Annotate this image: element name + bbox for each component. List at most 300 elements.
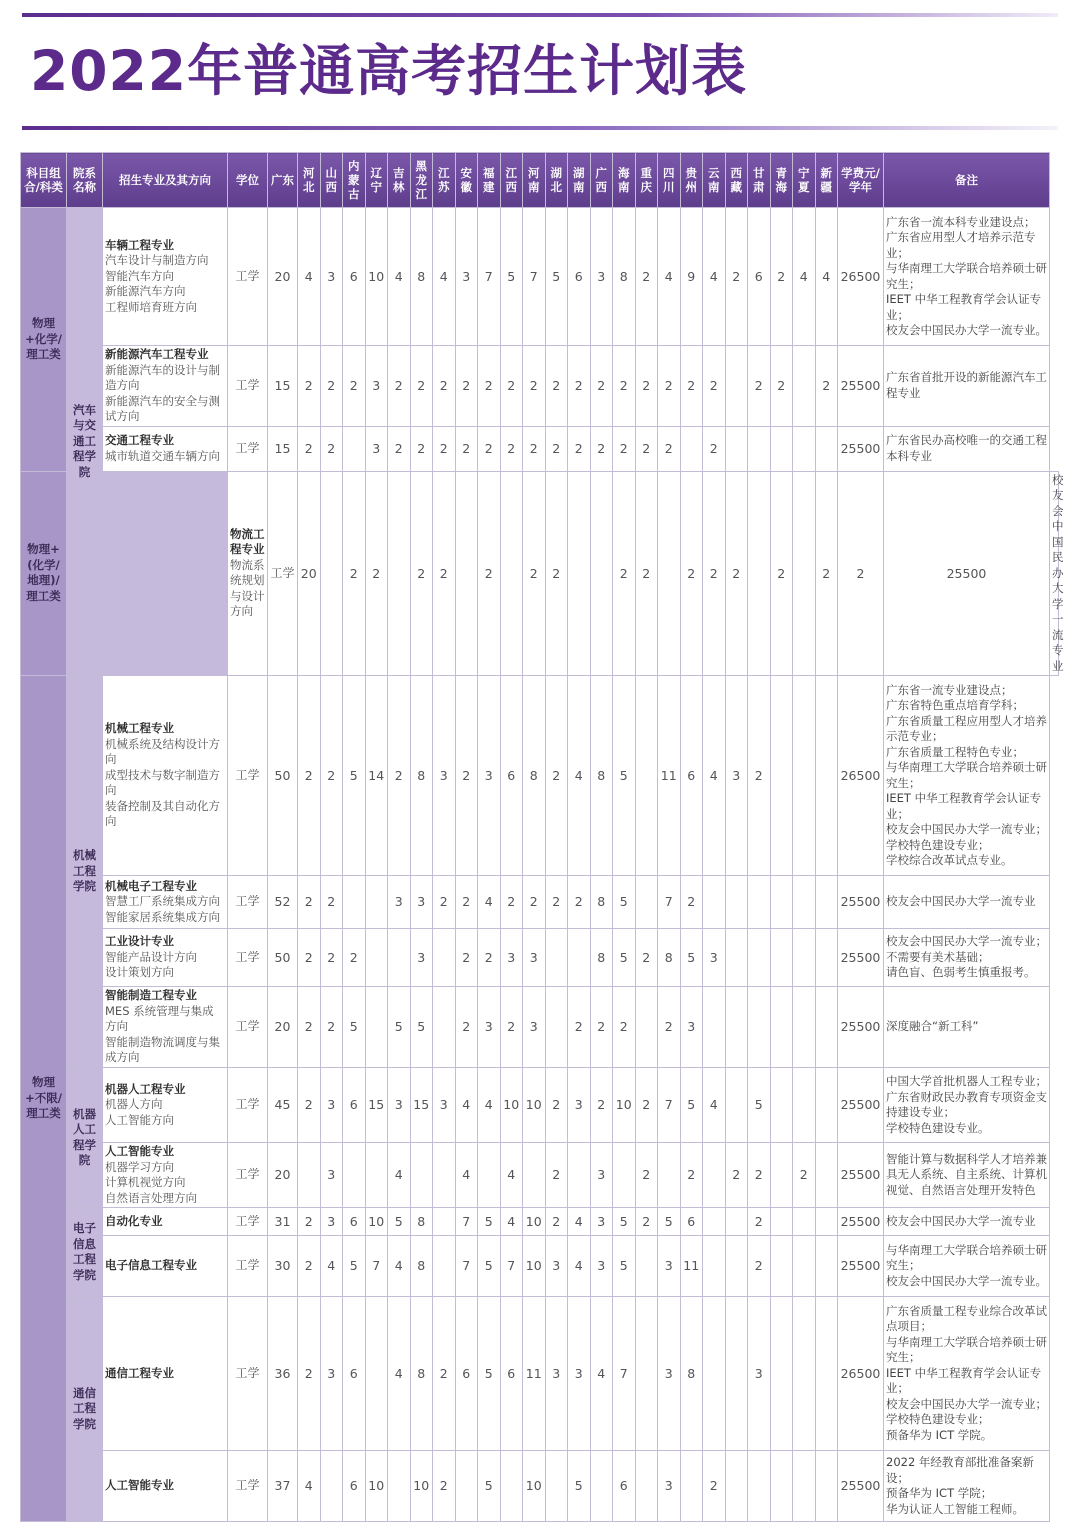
quota-cell: 2 <box>545 471 568 676</box>
note-line: 广东省质量工程应用型人才培养示范专业； <box>886 713 1047 743</box>
quota-cell: 2 <box>410 346 433 427</box>
quota-cell: 3 <box>545 1297 568 1451</box>
quota-cell: 2 <box>343 471 366 676</box>
degree-cell: 工学 <box>228 346 268 427</box>
quota-cell: 3 <box>365 346 388 427</box>
degree-cell: 工学 <box>228 1297 268 1451</box>
quota-cell <box>635 987 658 1068</box>
major-direction: 人工智能方向 <box>105 1112 174 1127</box>
header-province: 安徽 <box>455 153 478 208</box>
quota-cell <box>815 1297 838 1451</box>
quota-cell: 8 <box>410 676 433 876</box>
quota-cell: 8 <box>410 1236 433 1297</box>
quota-cell: 6 <box>680 1208 703 1236</box>
quota-cell: 3 <box>568 1297 591 1451</box>
major-direction: 自然语言处理方向 <box>105 1190 197 1205</box>
quota-cell: 20 <box>268 987 298 1068</box>
degree-cell: 工学 <box>228 676 268 876</box>
quota-cell <box>590 471 613 676</box>
degree-cell: 工学 <box>228 929 268 987</box>
quota-cell: 2 <box>545 876 568 929</box>
quota-cell <box>725 876 748 929</box>
quota-cell: 8 <box>613 208 636 346</box>
note-line: 广东省一流专业建设点； <box>886 682 1013 697</box>
quota-cell: 2 <box>680 876 703 929</box>
quota-cell: 3 <box>703 929 726 987</box>
quota-cell: 4 <box>388 1236 411 1297</box>
note-line: 与华南理工大学联合培养硕士研究生； <box>886 261 1047 291</box>
quota-cell: 4 <box>455 1068 478 1143</box>
quota-cell: 3 <box>455 208 478 346</box>
quota-cell: 2 <box>635 929 658 987</box>
major-cell <box>103 676 228 876</box>
quota-cell: 5 <box>680 1068 703 1143</box>
quota-cell <box>815 876 838 929</box>
note-line: 校友会中国民办大学一流专业； <box>886 934 1047 949</box>
quota-cell <box>433 929 456 987</box>
quota-cell: 4 <box>298 1451 321 1522</box>
quota-cell: 6 <box>500 1297 523 1451</box>
quota-cell: 15 <box>268 346 298 427</box>
quota-cell: 2 <box>680 346 703 427</box>
quota-cell: 3 <box>658 1451 681 1522</box>
quota-cell: 2 <box>388 346 411 427</box>
note-line: 不需要有美术基础； <box>886 949 990 964</box>
quota-cell: 2 <box>658 426 681 471</box>
quota-cell: 2 <box>545 1143 568 1208</box>
quota-cell <box>658 471 681 676</box>
note-line: 学校综合改革试点专业。 <box>886 853 1013 867</box>
note-line: 广东省民办高校唯一的交通工程本科专业 <box>886 433 1047 463</box>
quota-cell: 7 <box>455 1208 478 1236</box>
quota-cell: 36 <box>268 1297 298 1451</box>
quota-cell: 10 <box>523 1451 546 1522</box>
fee-cell: 26500 <box>838 676 884 876</box>
major-cell <box>228 471 268 676</box>
note-cell <box>884 1208 1050 1236</box>
quota-cell: 2 <box>568 426 591 471</box>
major-name: 通信工程专业 <box>105 1365 174 1380</box>
quota-cell <box>365 1143 388 1208</box>
note-line: 预备华为 ICT 学院； <box>886 1486 993 1500</box>
header-province: 吉林 <box>388 153 411 208</box>
quota-cell <box>320 1451 343 1522</box>
quota-cell <box>815 1208 838 1236</box>
major-direction: 智慧工厂系统集成方向 <box>105 894 220 909</box>
quota-cell: 5 <box>343 676 366 876</box>
quota-cell: 3 <box>590 208 613 346</box>
quota-cell: 2 <box>793 1143 816 1208</box>
quota-cell: 2 <box>815 346 838 427</box>
major-direction: 机器学习方向 <box>105 1159 174 1174</box>
quota-cell: 2 <box>523 876 546 929</box>
quota-cell: 2 <box>658 346 681 427</box>
major-direction: 设计策划方向 <box>105 965 174 980</box>
quota-cell: 2 <box>455 987 478 1068</box>
header-subject: 科目组合/科类 <box>21 153 67 208</box>
quota-cell <box>793 1068 816 1143</box>
quota-cell: 2 <box>298 987 321 1068</box>
quota-cell: 2 <box>523 346 546 427</box>
note-cell <box>884 1297 1050 1451</box>
quota-cell: 3 <box>478 987 501 1068</box>
quota-cell: 2 <box>388 676 411 876</box>
quota-cell: 4 <box>320 1236 343 1297</box>
top-divider <box>22 13 1058 17</box>
quota-cell: 2 <box>613 471 636 676</box>
major-cell <box>103 1297 228 1451</box>
quota-cell: 2 <box>500 987 523 1068</box>
quota-cell: 2 <box>748 676 771 876</box>
quota-cell <box>703 987 726 1068</box>
header-province: 江苏 <box>433 153 456 208</box>
quota-cell: 11 <box>680 1236 703 1297</box>
quota-cell: 2 <box>613 987 636 1068</box>
quota-cell <box>433 987 456 1068</box>
quota-cell: 4 <box>568 676 591 876</box>
degree-cell: 工学 <box>228 1208 268 1236</box>
fee-cell: 25500 <box>884 471 1050 676</box>
quota-cell: 5 <box>343 987 366 1068</box>
table-row <box>21 471 1059 676</box>
quota-cell <box>433 1208 456 1236</box>
quota-cell: 5 <box>613 1208 636 1236</box>
subject-group-cell: 物理+(化学/地理)/理工类 <box>21 471 67 676</box>
quota-cell <box>748 876 771 929</box>
quota-cell: 2 <box>298 1236 321 1297</box>
note-cell <box>884 676 1050 876</box>
degree-cell: 工学 <box>228 1451 268 1522</box>
quota-cell: 7 <box>455 1236 478 1297</box>
major-name: 物流工程专业 <box>230 526 265 557</box>
quota-cell: 2 <box>703 426 726 471</box>
major-name: 电子信息工程专业 <box>105 1258 197 1273</box>
quota-cell: 31 <box>268 1208 298 1236</box>
quota-cell <box>793 676 816 876</box>
quota-cell <box>613 1143 636 1208</box>
subject-group-cell: 物理+化学/理工类 <box>21 208 67 472</box>
header-college: 院系名称 <box>67 153 103 208</box>
quota-cell <box>793 876 816 929</box>
quota-cell: 2 <box>298 1297 321 1451</box>
fee-cell: 25500 <box>838 987 884 1068</box>
note-line: IEET 中华工程教育学会认证专业； <box>886 1365 1042 1396</box>
major-direction: 新能源汽车的设计与制造方向 <box>105 362 220 392</box>
quota-cell: 2 <box>298 346 321 427</box>
quota-cell: 8 <box>410 208 433 346</box>
quota-cell <box>568 929 591 987</box>
quota-cell: 2 <box>568 346 591 427</box>
quota-cell <box>770 987 793 1068</box>
quota-cell <box>725 987 748 1068</box>
quota-cell: 6 <box>343 1451 366 1522</box>
quota-cell: 2 <box>770 208 793 346</box>
note-line: IEET 中华工程教育学会认证专业； <box>886 292 1042 322</box>
quota-cell: 6 <box>680 676 703 876</box>
table-row <box>21 1236 1059 1297</box>
major-cell <box>103 208 228 346</box>
quota-cell: 2 <box>320 676 343 876</box>
quota-cell: 2 <box>500 876 523 929</box>
quota-cell: 2 <box>298 929 321 987</box>
quota-cell: 2 <box>433 1297 456 1451</box>
note-line: 深度融合“新工科” <box>886 1019 979 1034</box>
quota-cell <box>658 1143 681 1208</box>
quota-cell: 3 <box>388 1068 411 1143</box>
note-line: 与华南理工大学联合培养硕士研究生； <box>886 1242 1047 1273</box>
quota-cell: 6 <box>343 1297 366 1451</box>
quota-cell: 10 <box>523 1068 546 1143</box>
quota-cell: 5 <box>343 1236 366 1297</box>
college-cell: 机械工程学院 <box>67 676 103 1068</box>
major-name: 车辆工程专业 <box>105 237 174 252</box>
header-province: 湖北 <box>545 153 568 208</box>
degree-cell: 工学 <box>268 471 298 676</box>
quota-cell <box>343 1143 366 1208</box>
quota-cell: 2 <box>298 676 321 876</box>
quota-cell: 4 <box>568 1236 591 1297</box>
quota-cell: 3 <box>590 1208 613 1236</box>
quota-cell: 5 <box>478 1208 501 1236</box>
header-province: 宁夏 <box>793 153 816 208</box>
quota-cell <box>568 471 591 676</box>
major-name: 人工智能专业 <box>105 1478 174 1493</box>
quota-cell <box>770 676 793 876</box>
quota-cell: 2 <box>590 346 613 427</box>
quota-cell <box>770 1236 793 1297</box>
quota-cell <box>770 426 793 471</box>
quota-cell: 7 <box>658 1068 681 1143</box>
quota-cell <box>298 1143 321 1208</box>
header-province: 广东 <box>268 153 298 208</box>
quota-cell: 2 <box>320 426 343 471</box>
quota-cell <box>635 1451 658 1522</box>
quota-cell: 8 <box>590 676 613 876</box>
quota-cell <box>478 1143 501 1208</box>
note-cell <box>884 208 1050 346</box>
quota-cell: 3 <box>725 676 748 876</box>
quota-cell: 2 <box>590 426 613 471</box>
header-province: 甘肃 <box>748 153 771 208</box>
quota-cell: 3 <box>500 929 523 987</box>
note-line: 广东省特色重点培育学科； <box>886 698 1024 712</box>
major-name: 机械电子工程专业 <box>105 878 197 893</box>
quota-cell <box>455 1451 478 1522</box>
note-line: 学校特色建设专业。 <box>886 1120 990 1135</box>
quota-cell <box>725 929 748 987</box>
quota-cell: 8 <box>410 1208 433 1236</box>
quota-cell: 10 <box>613 1068 636 1143</box>
note-line: 广东省一流本科专业建设点； <box>886 214 1036 229</box>
major-name: 交通工程专业 <box>105 433 174 447</box>
quota-cell: 2 <box>725 208 748 346</box>
quota-cell: 15 <box>268 426 298 471</box>
quota-cell <box>500 1451 523 1522</box>
quota-cell: 2 <box>635 471 658 676</box>
note-line: 广东省财政民办教育专项资金支持建设专业； <box>886 1089 1047 1119</box>
quota-cell <box>815 929 838 987</box>
quota-cell: 2 <box>433 426 456 471</box>
quota-cell: 9 <box>680 208 703 346</box>
quota-cell: 2 <box>388 426 411 471</box>
table-row <box>21 1297 1059 1451</box>
fee-cell: 25500 <box>838 929 884 987</box>
quota-cell: 4 <box>590 1297 613 1451</box>
fee-cell: 26500 <box>838 1297 884 1451</box>
quota-cell: 14 <box>365 676 388 876</box>
quota-cell: 45 <box>268 1068 298 1143</box>
quota-cell <box>365 876 388 929</box>
quota-cell: 2 <box>320 987 343 1068</box>
header-province: 江西 <box>500 153 523 208</box>
quota-cell: 2 <box>703 471 726 676</box>
major-cell <box>103 1451 228 1522</box>
major-direction: 新能源汽车方向 <box>105 284 186 299</box>
note-cell <box>1050 471 1064 676</box>
quota-cell <box>725 1068 748 1143</box>
quota-cell: 5 <box>613 929 636 987</box>
major-direction: 汽车设计与制造方向 <box>105 253 209 268</box>
quota-cell: 3 <box>658 1236 681 1297</box>
quota-cell: 4 <box>500 1143 523 1208</box>
quota-cell: 2 <box>320 876 343 929</box>
header-province: 四川 <box>658 153 681 208</box>
quota-cell: 3 <box>748 1297 771 1451</box>
quota-cell: 2 <box>343 346 366 427</box>
quota-cell: 2 <box>725 1143 748 1208</box>
quota-cell: 2 <box>680 1143 703 1208</box>
quota-cell: 6 <box>500 676 523 876</box>
quota-cell <box>388 929 411 987</box>
quota-cell: 2 <box>545 426 568 471</box>
college-cell: 汽车与交通工程学院 <box>67 208 103 676</box>
quota-cell: 3 <box>523 987 546 1068</box>
quota-cell: 4 <box>388 1297 411 1451</box>
quota-cell: 4 <box>568 1208 591 1236</box>
header-province: 内蒙古 <box>343 153 366 208</box>
quota-cell: 2 <box>590 1068 613 1143</box>
major-name: 人工智能专业 <box>105 1144 174 1158</box>
quota-cell: 5 <box>388 1208 411 1236</box>
table-row <box>21 929 1059 987</box>
quota-cell: 2 <box>455 676 478 876</box>
quota-cell: 8 <box>680 1297 703 1451</box>
note-line: 校友会中国民办大学一流专业； <box>886 1396 1047 1411</box>
note-line: 广东省质量工程特色专业； <box>886 744 1024 759</box>
quota-cell: 2 <box>320 929 343 987</box>
quota-cell: 15 <box>410 1068 433 1143</box>
quota-cell: 2 <box>365 471 388 676</box>
note-line: 学校特色建设专业； <box>886 837 990 852</box>
header-degree: 学位 <box>228 153 268 208</box>
quota-cell: 3 <box>433 676 456 876</box>
header-province: 辽宁 <box>365 153 388 208</box>
quota-cell: 5 <box>680 929 703 987</box>
quota-cell: 3 <box>433 1068 456 1143</box>
quota-cell <box>725 1236 748 1297</box>
fee-cell: 25500 <box>838 346 884 427</box>
quota-cell: 6 <box>748 208 771 346</box>
header-province: 河南 <box>523 153 546 208</box>
quota-cell: 2 <box>523 471 546 676</box>
note-line: 请色盲、色弱考生慎重报考。 <box>886 965 1036 980</box>
note-line: 广东省应用型人才培养示范专业； <box>886 230 1036 260</box>
note-cell <box>884 1068 1050 1143</box>
quota-cell <box>410 1143 433 1208</box>
quota-cell: 5 <box>478 1297 501 1451</box>
quota-cell: 2 <box>478 929 501 987</box>
quota-cell: 2 <box>635 208 658 346</box>
quota-cell: 2 <box>410 471 433 676</box>
major-cell <box>103 346 228 427</box>
degree-cell: 工学 <box>228 1236 268 1297</box>
major-direction: 智能制造物流调度与集成方向 <box>105 1034 220 1065</box>
note-line: 校友会中国民办大学一流专业 <box>886 894 1036 909</box>
fee-cell: 25500 <box>838 1236 884 1297</box>
quota-cell <box>635 676 658 876</box>
quota-cell: 2 <box>635 426 658 471</box>
fee-cell: 25500 <box>838 1451 884 1522</box>
degree-cell: 工学 <box>228 1143 268 1208</box>
quota-cell <box>815 1451 838 1522</box>
quota-cell <box>793 1451 816 1522</box>
quota-cell: 3 <box>478 676 501 876</box>
quota-cell: 4 <box>298 208 321 346</box>
quota-cell <box>793 929 816 987</box>
major-cell <box>103 876 228 929</box>
quota-cell <box>770 1208 793 1236</box>
header-province: 黑龙江 <box>410 153 433 208</box>
major-direction: 城市轨道交通车辆方向 <box>105 448 220 463</box>
quota-cell: 2 <box>613 346 636 427</box>
quota-cell: 15 <box>365 1068 388 1143</box>
quota-cell <box>815 426 838 471</box>
quota-cell: 4 <box>815 208 838 346</box>
quota-cell <box>343 426 366 471</box>
quota-cell: 2 <box>433 346 456 427</box>
quota-cell: 2 <box>320 346 343 427</box>
note-cell <box>884 346 1050 427</box>
quota-cell: 2 <box>433 876 456 929</box>
quota-cell <box>770 1451 793 1522</box>
quota-cell <box>725 346 748 427</box>
quota-cell: 2 <box>545 676 568 876</box>
fee-cell: 25500 <box>838 426 884 471</box>
major-cell <box>103 929 228 987</box>
quota-cell: 2 <box>725 471 748 676</box>
quota-cell <box>748 929 771 987</box>
quota-cell <box>635 876 658 929</box>
note-cell <box>884 426 1050 471</box>
quota-cell <box>748 426 771 471</box>
quota-cell: 2 <box>410 426 433 471</box>
quota-cell: 10 <box>410 1451 433 1522</box>
quota-cell: 30 <box>268 1236 298 1297</box>
quota-cell: 10 <box>523 1236 546 1297</box>
quota-cell <box>748 1451 771 1522</box>
quota-cell: 6 <box>343 1208 366 1236</box>
quota-cell <box>793 346 816 427</box>
quota-cell <box>793 426 816 471</box>
quota-cell: 8 <box>590 929 613 987</box>
college-cell-empty <box>103 471 228 676</box>
major-name: 自动化专业 <box>105 1213 163 1228</box>
college-cell: 电子信息工程学院 <box>67 1208 103 1297</box>
major-direction: 成型技术与数字制造方向 <box>105 767 220 798</box>
quota-cell <box>590 1451 613 1522</box>
fee-cell: 25500 <box>838 1143 884 1208</box>
quota-cell <box>500 471 523 676</box>
